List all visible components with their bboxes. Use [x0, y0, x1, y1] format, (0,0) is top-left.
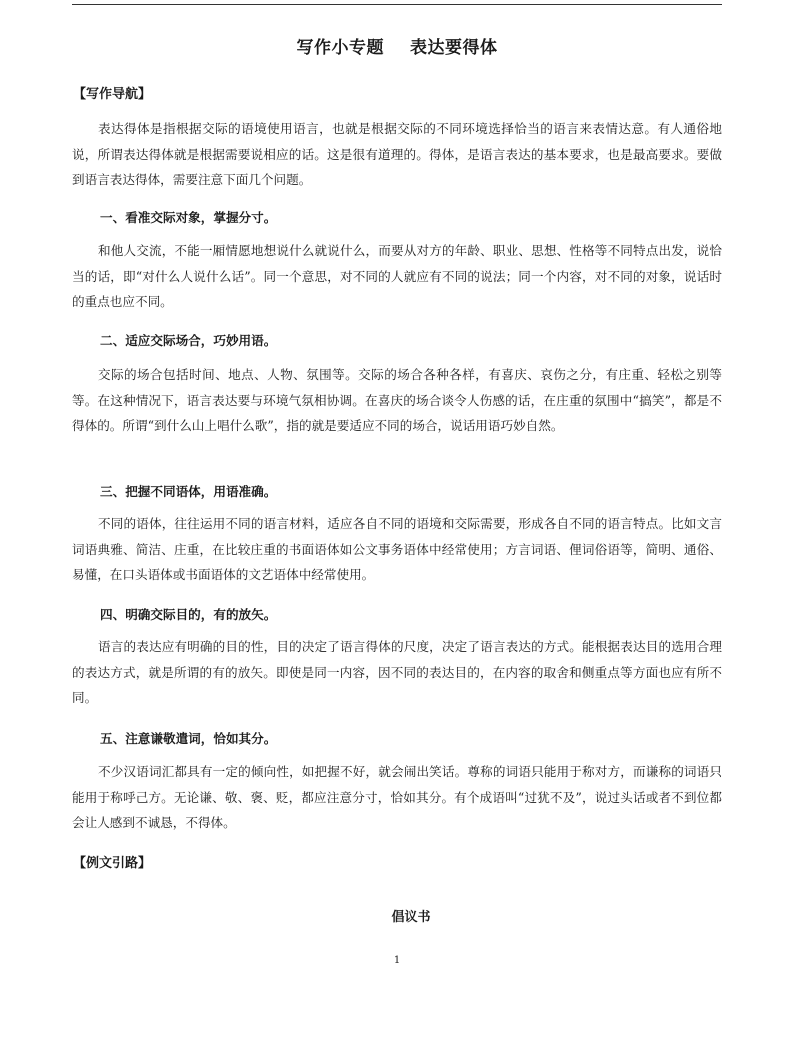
section-1-heading: 一、看准交际对象，掌握分寸。 — [100, 210, 277, 225]
guide-heading: 【写作导航】 — [73, 87, 152, 102]
section-1-body: 和他人交流，不能一厢情愿地想说什么就说什么，而要从对方的年龄、职业、思想、性格等不同特点出发，说恰当的话，即“对什么人说什么话”。同一个意思，对不同的人就应有不同的说法；同一个内容，对不同的对象，说话时的重点也应不同。 — [72, 243, 722, 309]
title-subject: 表达要得体 — [410, 38, 498, 58]
section-3-body: 不同的语体，往往运用不同的语言材料，适应各自不同的语境和交际需要，形成各自不同的语言特点。比如文言词语典雅、简洁、庄重，在比较庄重的书面语体如公文事务语体中经常使用；方言词语、俚词俗语等，简明、通俗、易懂，在口头语体或书面语体的文艺语体中经常使用。 — [72, 516, 722, 582]
section-2-body: 交际的场合包括时间、地点、人物、氛围等。交际的场合各种各样，有喜庆、哀伤之分，有庄重、轻松之别等等。在这种情况下，语言表达要与环境气氛相协调。在喜庆的场合谈令人伤感的话，在庄重的氛围中“搞笑”，都是不得体的。所谓“到什么山上唱什么歌”，指的就是要适应不同的场合，说话用语巧妙自然。 — [72, 367, 722, 433]
page-number: 1 — [393, 955, 401, 966]
section-3-heading: 三、把握不同语体，用语准确。 — [100, 484, 277, 499]
section-4-heading: 四、明确交际目的，有的放矢。 — [100, 607, 277, 622]
section-2-heading: 二、适应交际场合，巧妙用语。 — [100, 333, 277, 348]
intro-paragraph: 表达得体是指根据交际的语境使用语言，也就是根据交际的不同环境选择恰当的语言来表情达意。有人通俗地说，所谓表达得体就是根据需要说相应的话。这是很有道理的。得体，是语言表达的基本要求，也是最高要求。要做到语言表达得体，需要注意下面几个问题。 — [72, 121, 722, 187]
example-title: 倡议书 — [391, 910, 431, 925]
top-rule — [72, 4, 722, 5]
example-heading: 【例文引路】 — [73, 856, 152, 871]
section-4-body: 语言的表达应有明确的目的性，目的决定了语言得体的尺度，决定了语言表达的方式。能根据表达目的选用合理的表达方式，就是所谓的有的放矢。即使是同一内容，因不同的表达目的，在内容的取舍和侧重点等方面也应有所不同。 — [72, 639, 722, 705]
title-topic: 写作小专题 — [296, 38, 384, 58]
section-5-body: 不少汉语词汇都具有一定的倾向性，如把握不好，就会闹出笑话。尊称的词语只能用于称对方，而谦称的词语只能用于称呼己方。无论谦、敬、褒、贬，都应注意分寸，恰如其分。有个成语叫“过犹不及”，说过头话或者不到位都会让人感到不诚恳，不得体。 — [72, 764, 722, 830]
document-title — [0, 33, 794, 58]
section-5-heading: 五、注意谦敬遣词，恰如其分。 — [100, 731, 277, 746]
